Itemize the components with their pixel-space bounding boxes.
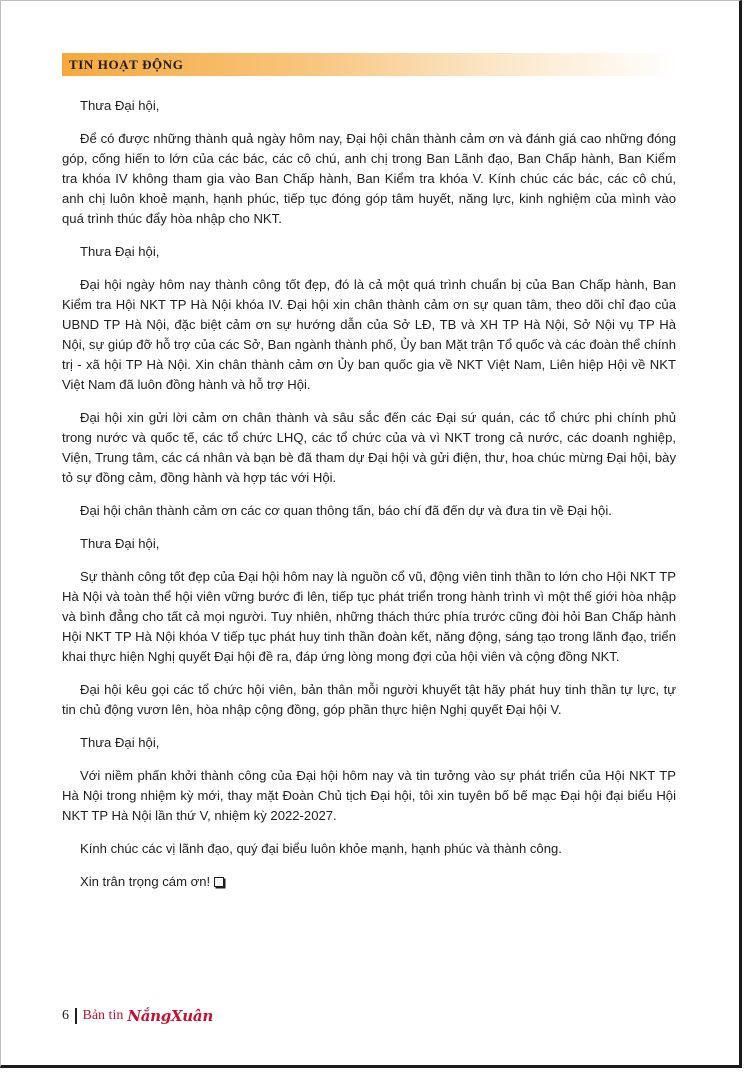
- body-paragraph: Đại hội ngày hôm nay thành công tốt đẹp, đó là cả một quá trình chuẩn bị của Ban Chấp hành, Ban Kiểm tra Hội NKT TP Hà Nội khóa IV. Đại hội xin chân thành cảm ơn sự quan tâm, theo dõi chỉ đạo của UBND TP Hà Nội, đặc biệt cảm ơn sự hướng dẫn của Sở LĐ, TB và XH TP Hà Nội, Sở Nội vụ TP Hà Nội, sự giúp đỡ hỗ trợ của các Sở, Ban ngành thành phố, Ủy ban Mặt trận Tổ quốc và các đoàn thể chính trị - xã hội TP Hà Nội. Xin chân thành cảm ơn Ủy ban quốc gia về NKT Việt Nam, Liên hiệp Hội về NKT Việt Nam đã luôn đồng hành và hỗ trợ Hội.: [62, 277, 676, 392]
- body-paragraph: Để có được những thành quả ngày hôm nay, Đại hội chân thành cảm ơn và đánh giá cao những đóng góp, cống hiến to lớn của các bác, các cô chú, anh chị trong Ban Lãnh đạo, Ban Chấp hành, Ban Kiểm tra khóa IV không tham gia vào Ban Chấp hành, Ban Kiểm tra khóa V. Kính chúc các bác, các cô chú, anh chị luôn khoẻ mạnh, hạnh phúc, tiếp tục đóng góp tâm huyết, năng lực, kinh nghiệm của mình vào quá trình thúc đẩy hòa nhập cho NKT.: [62, 131, 676, 226]
- body-paragraph: Kính chúc các vị lãnh đạo, quý đại biểu luôn khỏe mạnh, hạnh phúc và thành công.: [80, 841, 562, 856]
- salutation-paragraph: Thưa Đại hội,: [80, 244, 160, 259]
- brand-logo: NắngXuân: [127, 1007, 213, 1025]
- end-mark-icon: [214, 877, 224, 887]
- closing-text: Xin trân trọng cám ơn!: [80, 874, 211, 889]
- footer-divider: [75, 1008, 77, 1024]
- body-paragraph: Với niềm phấn khởi thành công của Đại hội hôm nay và tin tưởng vào sự phát triển của Hội NKT TP Hà Nội trong nhiệm kỳ mới, thay mặt Đoàn Chủ tịch Đại hội, tôi xin tuyên bố bế mạc Đại hội đại biểu Hội NKT TP Hà Nội lần thứ V, nhiệm kỳ 2022-2027.: [62, 768, 676, 823]
- salutation-paragraph: Thưa Đại hội,: [80, 98, 160, 113]
- body-paragraph: Đại hội chân thành cảm ơn các cơ quan thông tấn, báo chí đã đến dự và đưa tin về Đại hội.: [80, 503, 612, 518]
- page-footer: [62, 1007, 213, 1025]
- body-paragraph: Đại hội kêu gọi các tổ chức hội viên, bản thân mỗi người khuyết tật hãy phát huy tinh thần tự lực, tự tin chủ động vươn lên, hòa nhập cộng đồng, góp phần thực hiện Nghị quyết Đại hội V.: [62, 682, 676, 717]
- page-number: 6: [62, 1008, 69, 1023]
- body-paragraph: Sự thành công tốt đẹp của Đại hội hôm nay là nguồn cổ vũ, động viên tinh thần to lớn cho Hội NKT TP Hà Nội và toàn thể hội viên vững bước đi lên, tiếp tục phát triển trong hành trình vì một thế giới hòa nhập và bình đẳng cho tất cả mọi người. Tuy nhiên, những thách thức phía trước cũng đòi hỏi Ban Chấp hành Hội NKT TP Hà Nội khóa V tiếp tục phát huy tinh thần đoàn kết, năng động, sáng tạo trong lãnh đạo, triển khai thực hiện Nghị quyết Đại hội đề ra, đáp ứng lòng mong đợi của hội viên và cộng đồng NKT.: [62, 569, 676, 664]
- article-body: [62, 96, 676, 905]
- section-title: TIN HOẠT ĐỘNG: [69, 57, 184, 72]
- salutation-paragraph: Thưa Đại hội,: [80, 735, 160, 750]
- publication-label: Bản tin: [82, 1008, 124, 1023]
- body-paragraph: Đại hội xin gửi lời cảm ơn chân thành và sâu sắc đến các Đại sứ quán, các tổ chức phi chính phủ trong nước và quốc tế, các tổ chức LHQ, các tổ chức của và vì NKT trong cả nước, các doanh nghiệp, Viện, Trung tâm, các cá nhân và bạn bè đã tham dự Đại hội và gửi điện, thư, hoa chúc mừng Đại hội, bày tỏ sự đồng cảm, đồng hành và hợp tác với Hội.: [62, 410, 676, 485]
- closing-paragraph: [62, 872, 676, 892]
- salutation-paragraph: Thưa Đại hội,: [80, 536, 160, 551]
